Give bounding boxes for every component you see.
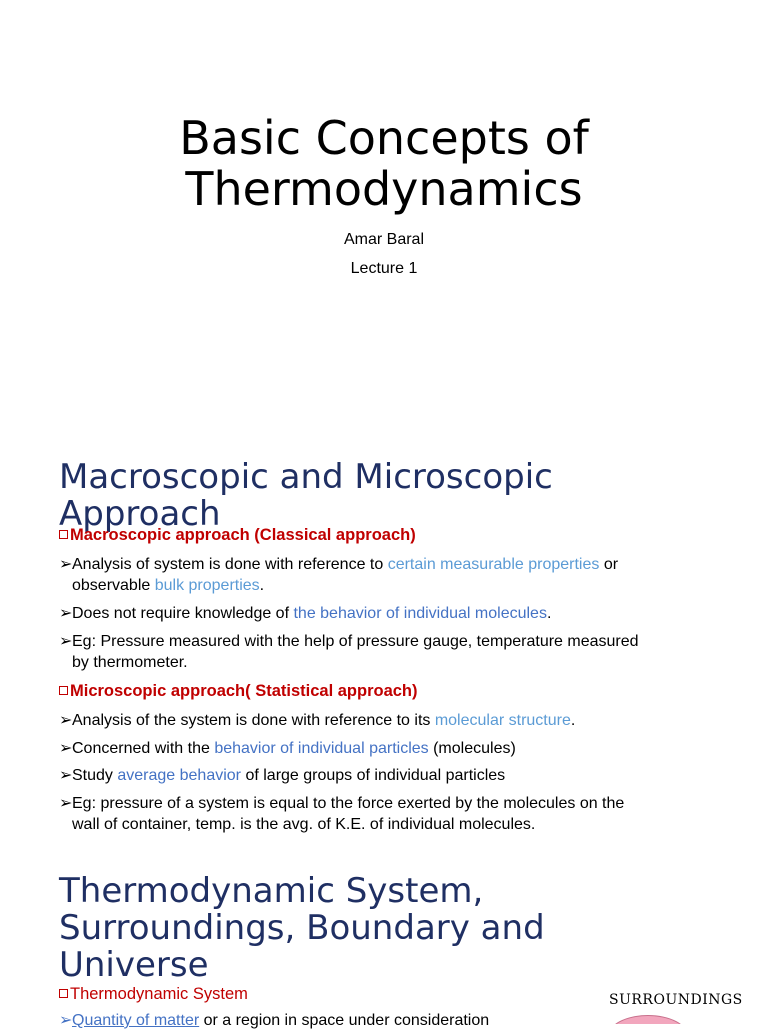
list-item <box>59 710 709 731</box>
highlight-text: bulk properties <box>154 577 260 594</box>
arrow-bullet-icon: ➢ <box>59 556 73 573</box>
title-slide <box>0 0 768 420</box>
list-item <box>59 603 709 624</box>
bullet-text: or a region in space under consideration <box>199 1012 490 1029</box>
macro-micro-heading-line1: Macroscopic and Microscopic <box>59 457 553 497</box>
arrow-bullet-icon: ➢ <box>59 1012 73 1029</box>
bullet-text: or <box>599 556 619 573</box>
highlight-text: the behavior of individual molecules <box>293 605 547 622</box>
bullet-text: Analysis of the system is done with reference to its <box>72 712 435 729</box>
surroundings-label: SURROUNDINGS <box>609 992 743 1008</box>
arrow-bullet-icon: ➢ <box>59 795 73 812</box>
bullet-text: Study <box>72 767 118 784</box>
highlight-text: behavior of individual particles <box>214 740 429 757</box>
highlight-text: Quantity of matter <box>72 1012 200 1029</box>
bullet-text: . <box>570 712 576 729</box>
highlight-text: molecular structure <box>434 712 571 729</box>
system-region-shape <box>608 1015 688 1024</box>
slide-title <box>0 113 768 215</box>
macroscopic-label-text: Macroscopic approach (Classical approach) <box>70 526 416 544</box>
list-item <box>59 631 709 673</box>
microscopic-label-text: Microscopic approach( Statistical approach) <box>70 682 418 700</box>
list-item <box>59 793 709 835</box>
list-item <box>59 554 709 596</box>
bullet-text: Analysis of system is done with reference to <box>72 556 388 573</box>
square-bullet-icon <box>59 686 68 695</box>
thermodynamic-system-label <box>59 984 248 1004</box>
bullet-text: (molecules) <box>428 740 516 757</box>
macro-micro-heading-line2: Approach <box>59 494 221 534</box>
highlight-text: certain measurable properties <box>387 556 600 573</box>
list-item <box>59 765 709 786</box>
lecture-label: Lecture 1 <box>350 260 418 277</box>
bullet-text: wall of container, temp. is the avg. of K.E. of individual molecules. <box>72 816 536 833</box>
bullet-text: Eg: Pressure measured with the help of pressure gauge, temperature measured <box>72 633 639 650</box>
bullet-text: by thermometer. <box>72 654 188 671</box>
system-diagram <box>600 980 768 1024</box>
highlight-text: average behavior <box>117 767 241 784</box>
microscopic-label <box>59 681 418 701</box>
bullet-text: . <box>546 605 552 622</box>
bullet-text: of large groups of individual particles <box>241 767 506 784</box>
arrow-bullet-icon: ➢ <box>59 633 73 650</box>
arrow-bullet-icon: ➢ <box>59 767 73 784</box>
square-bullet-icon <box>59 989 68 998</box>
system-heading <box>59 873 545 984</box>
arrow-bullet-icon: ➢ <box>59 605 73 622</box>
arrow-bullet-icon: ➢ <box>59 712 73 729</box>
macro-micro-heading <box>59 459 553 533</box>
system-heading-line3: Universe <box>59 945 209 985</box>
system-heading-line1: Thermodynamic System, <box>59 871 484 911</box>
square-bullet-icon <box>59 530 68 539</box>
slide-title-line1: Basic Concepts of <box>179 111 589 165</box>
slide-title-line2: Thermodynamics <box>185 162 583 216</box>
bullet-text: Concerned with the <box>72 740 215 757</box>
thermodynamic-system-label-text: Thermodynamic System <box>70 985 248 1003</box>
bullet-text: Eg: pressure of a system is equal to the force exerted by the molecules on the <box>72 795 625 812</box>
author-name: Amar Baral <box>343 231 425 248</box>
system-heading-line2: Surroundings, Boundary and <box>59 908 545 948</box>
arrow-bullet-icon: ➢ <box>59 740 73 757</box>
bullet-text: observable <box>72 577 155 594</box>
bullet-text: Does not require knowledge of <box>72 605 294 622</box>
macroscopic-label <box>59 525 416 545</box>
bullet-text: . <box>259 577 265 594</box>
list-item <box>59 738 709 759</box>
